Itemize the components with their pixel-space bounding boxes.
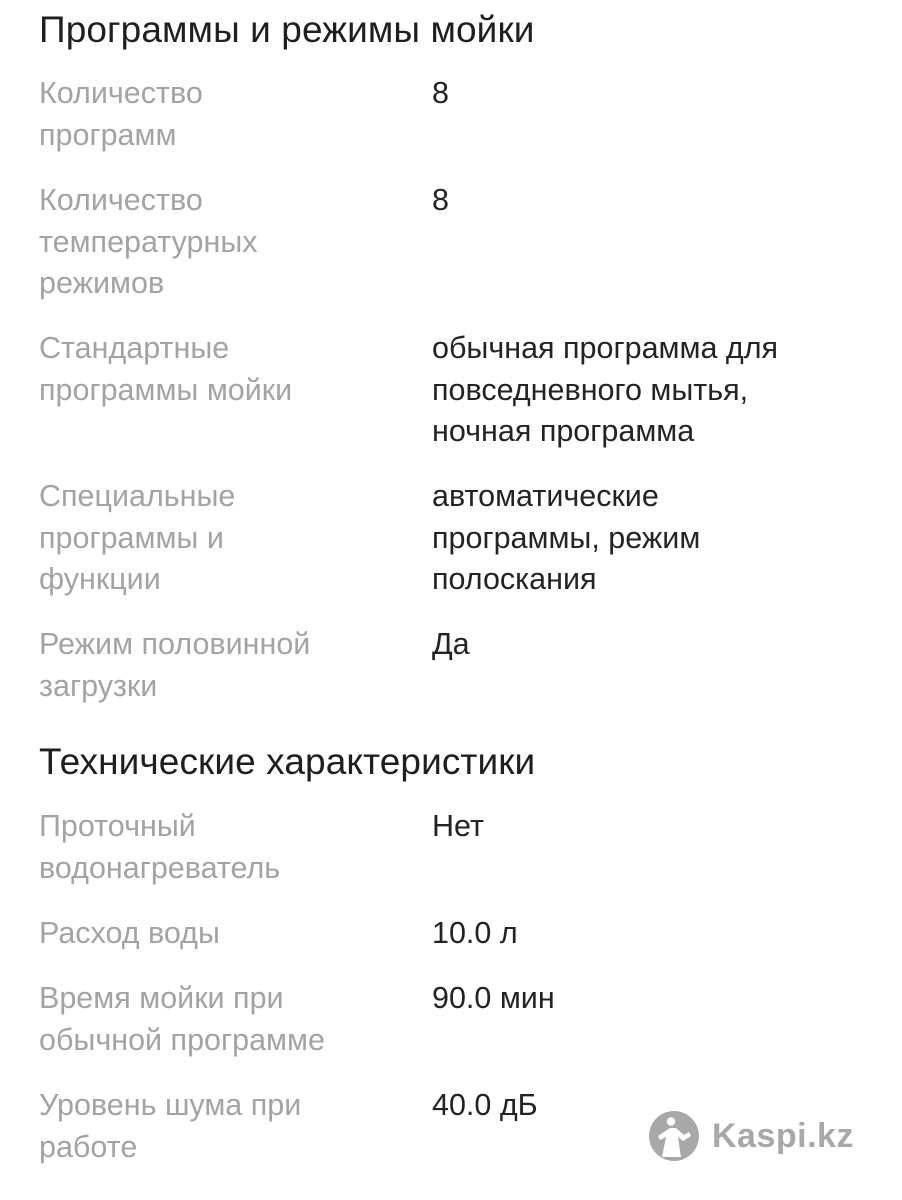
spec-label-half-load: Режим половинной загрузки (39, 627, 311, 703)
spec-value-water-consumption: 10.0 л (432, 916, 518, 950)
spec-value-half-load: Да (432, 627, 470, 661)
spec-value-water-heater: Нет (432, 809, 484, 843)
spec-label-temperature-modes: Количество температурных режимов (39, 183, 258, 300)
spec-label-standard-programs: Стандартные программы мойки (39, 331, 293, 407)
spec-label-water-consumption: Расход воды (39, 916, 220, 950)
spec-label-wash-time: Время мойки при обычной программе (39, 981, 325, 1057)
spec-value-noise-level: 40.0 дБ (432, 1088, 538, 1122)
kaspi-logo-icon (648, 1110, 700, 1162)
spec-label-programs-count: Количество программ (39, 76, 203, 152)
spec-value-programs-count: 8 (432, 76, 449, 110)
kaspi-watermark-text: Kaspi.kz (712, 1116, 854, 1155)
kaspi-watermark (648, 1106, 854, 1166)
spec-value-standard-programs: обычная программа для повседневного мытья, ночная программа (432, 331, 779, 448)
spec-label-noise-level: Уровень шума при работе (39, 1088, 302, 1164)
spec-label-special-programs: Специальные программы и функции (39, 479, 236, 596)
spec-value-wash-time: 90.0 мин (432, 981, 555, 1015)
section-title-programs: Программы и режимы мойки (39, 9, 535, 50)
spec-label-water-heater: Проточный водонагреватель (39, 809, 281, 885)
section-title-technical: Технические характеристики (39, 741, 536, 782)
spec-value-temperature-modes: 8 (432, 183, 449, 217)
spec-value-special-programs: автоматические программы, режим полоскания (432, 479, 701, 596)
